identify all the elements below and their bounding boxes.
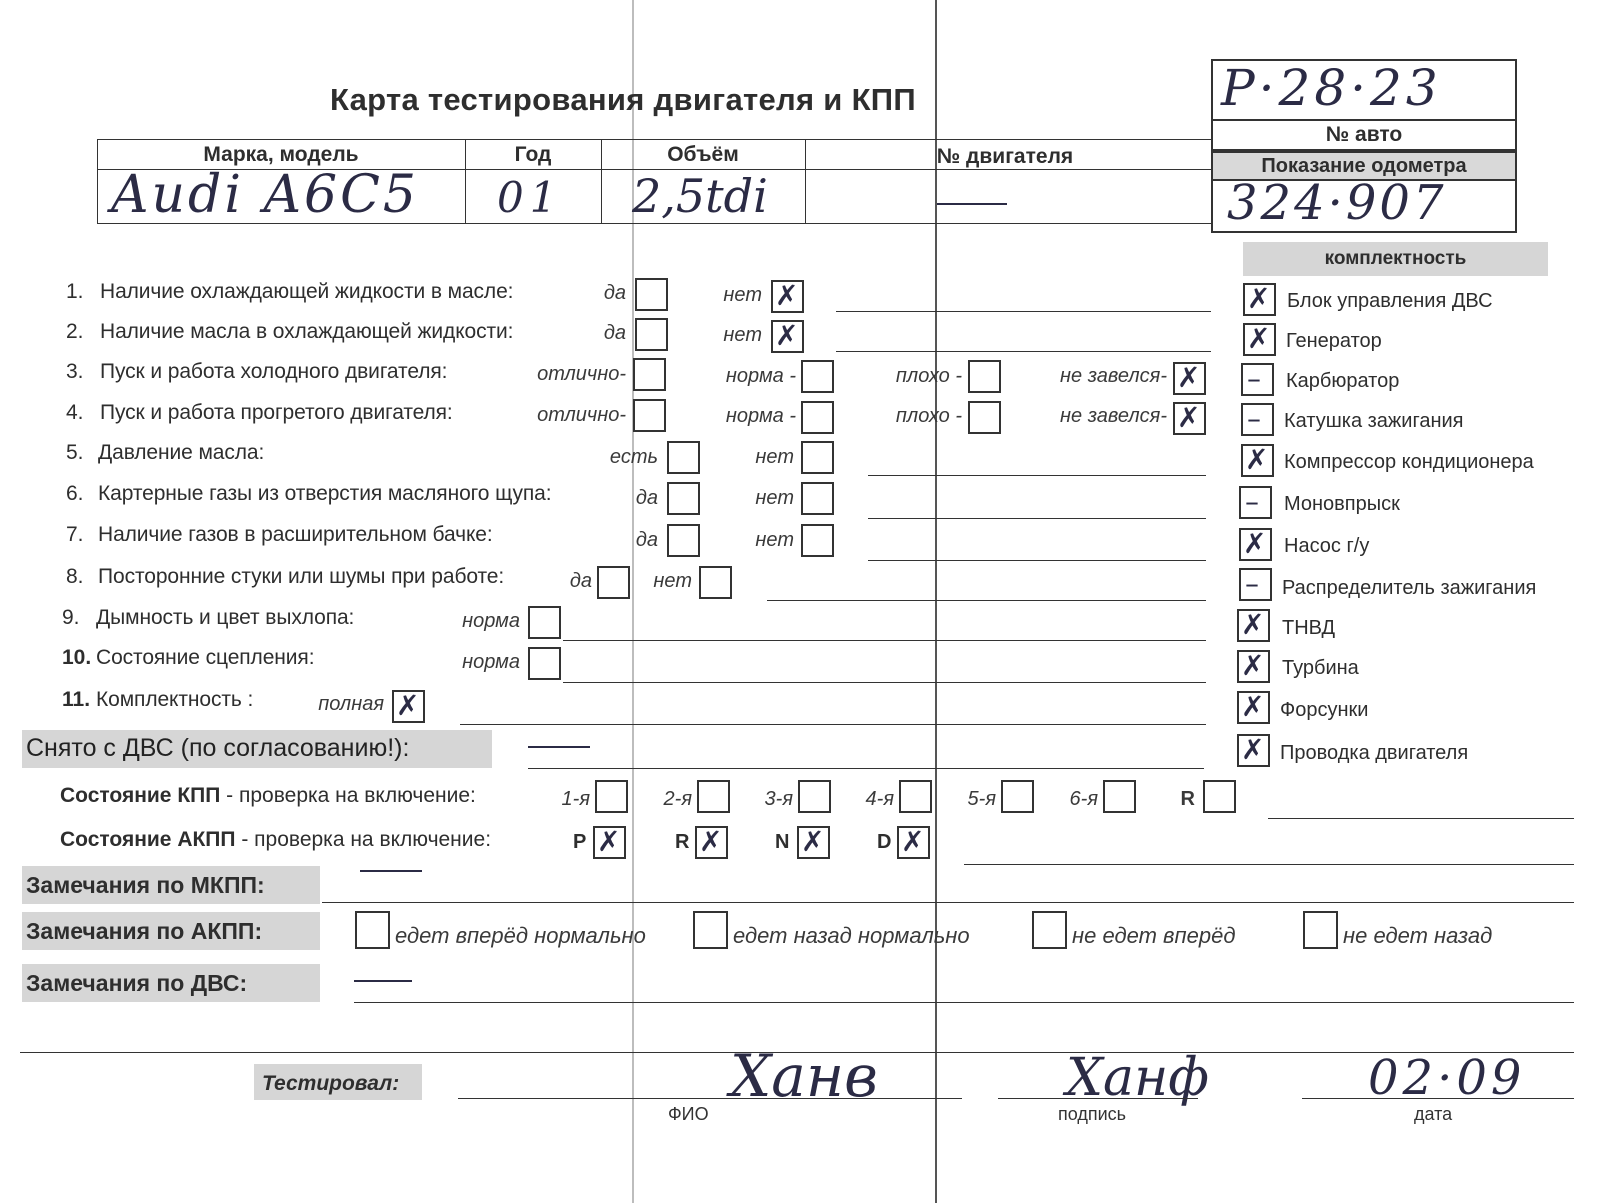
q11-number: 11. bbox=[62, 688, 91, 711]
plate-label: № авто bbox=[1325, 123, 1403, 146]
q6-yes-box[interactable] bbox=[667, 482, 700, 515]
q3-text: Пуск и работа холодного двигателя: bbox=[100, 360, 448, 383]
cmp-tnvd-box[interactable]: ✗ bbox=[1237, 609, 1270, 642]
kpp-label bbox=[60, 784, 476, 808]
cmp-generator-box[interactable]: ✗ bbox=[1243, 323, 1276, 356]
q9-text: Дымность и цвет выхлопа: bbox=[96, 606, 355, 629]
kpp-gear-r-box[interactable] bbox=[1203, 780, 1236, 813]
remarks-dvs-line bbox=[354, 1002, 1574, 1003]
cmp-turbo-box[interactable]: ✗ bbox=[1237, 650, 1270, 683]
kpp-gear-6: 6-я bbox=[1069, 788, 1098, 810]
kpp-line bbox=[1268, 818, 1574, 819]
q2-opt-no: нет bbox=[723, 324, 762, 346]
akpp-label-bold: Состояние АКПП bbox=[60, 828, 236, 851]
q6-line bbox=[868, 518, 1206, 519]
q5-text: Давление масла: bbox=[98, 441, 265, 464]
cmp-turbo-label: Турбина bbox=[1282, 657, 1359, 679]
q6-number: 6. bbox=[66, 482, 84, 505]
akpp-line bbox=[964, 864, 1574, 865]
q8-opt-yes: да bbox=[569, 570, 592, 592]
q9-line bbox=[563, 640, 1206, 641]
q7-opt-yes: да bbox=[635, 529, 658, 551]
akpp-forward-ok-box[interactable] bbox=[355, 911, 390, 949]
engine-dash bbox=[937, 203, 1007, 205]
cmp-coil-box[interactable]: – bbox=[1241, 403, 1274, 436]
cmp-distributor-box[interactable]: – bbox=[1239, 568, 1272, 601]
kpp-label-bold: Состояние КПП bbox=[60, 784, 221, 807]
q1-opt-no: нет bbox=[723, 284, 762, 306]
kpp-gear-r: R bbox=[1180, 788, 1195, 810]
kpp-gear-3-box[interactable] bbox=[798, 780, 831, 813]
q11-line bbox=[460, 724, 1206, 725]
q2-yes-box[interactable] bbox=[635, 318, 668, 351]
akpp-forward-ok-label: едет вперёд нормально bbox=[395, 923, 646, 948]
akpp-label-rest: - проверка на включение: bbox=[235, 828, 492, 851]
q10-opt-normal: норма bbox=[462, 651, 520, 673]
q10-text: Состояние сцепления: bbox=[96, 646, 315, 669]
odometer-label: Показание одометра bbox=[1261, 155, 1467, 177]
q2-opt-yes: да bbox=[603, 322, 626, 344]
kpp-gear-1: 1-я bbox=[561, 788, 590, 810]
cmp-ac-compressor-label: Компрессор кондиционера bbox=[1284, 451, 1534, 473]
removed-label: Снято с ДВС (по согласованию!): bbox=[26, 734, 410, 762]
akpp-mode-d: D bbox=[877, 831, 892, 853]
akpp-no-back-box[interactable] bbox=[1303, 911, 1338, 949]
odometer-handwritten: 324·907 bbox=[1227, 175, 1447, 231]
kpp-gear-1-box[interactable] bbox=[595, 780, 628, 813]
completeness-heading: комплектность bbox=[1324, 248, 1467, 269]
q4-text: Пуск и работа прогретого двигателя: bbox=[100, 401, 453, 424]
q5-number: 5. bbox=[66, 441, 84, 464]
plate-handwritten: P·28·23 bbox=[1221, 59, 1442, 117]
q10-number: 10. bbox=[62, 646, 92, 669]
q5-opt-no: нет bbox=[755, 446, 794, 468]
q4-excellent-box[interactable] bbox=[633, 399, 666, 432]
q10-line bbox=[563, 682, 1206, 683]
kpp-gear-5-box[interactable] bbox=[1001, 780, 1034, 813]
cmp-carburetor-label: Карбюратор bbox=[1286, 370, 1400, 392]
q3-opt-nostart: не завелся- bbox=[1060, 365, 1167, 387]
cmp-ac-compressor-box[interactable]: ✗ bbox=[1241, 444, 1274, 477]
cmp-carburetor-box[interactable]: – bbox=[1241, 363, 1274, 396]
q11-full-box[interactable]: ✗ bbox=[392, 690, 425, 723]
col-engine: № двигателя bbox=[936, 145, 1074, 168]
akpp-mode-r: R bbox=[675, 831, 690, 853]
q9-opt-normal: норма bbox=[462, 610, 520, 632]
q8-number: 8. bbox=[66, 565, 84, 588]
odometer-value-cell bbox=[1211, 175, 1517, 233]
kpp-gear-3: 3-я bbox=[764, 788, 793, 810]
akpp-mode-n: N bbox=[775, 831, 790, 853]
volume-handwritten: 2,5tdi bbox=[632, 169, 768, 223]
akpp-mode-p-box[interactable]: ✗ bbox=[593, 826, 626, 859]
akpp-no-back-label: не едет назад bbox=[1343, 923, 1493, 948]
q2-text: Наличие масла в охлаждающей жидкости: bbox=[100, 320, 514, 343]
plate-box bbox=[1211, 59, 1517, 121]
akpp-no-forward-label: не едет вперёд bbox=[1072, 923, 1236, 948]
q8-no-box[interactable] bbox=[699, 566, 732, 599]
kpp-gear-6-box[interactable] bbox=[1103, 780, 1136, 813]
cmp-ps-pump-label: Насос г/у bbox=[1284, 535, 1370, 557]
header-table bbox=[97, 139, 1211, 224]
remarks-mkpp-line bbox=[322, 902, 1574, 903]
kpp-gear-2: 2-я bbox=[663, 788, 692, 810]
remarks-akpp-label: Замечания по АКПП: bbox=[26, 918, 263, 944]
col-make: Марка, модель bbox=[203, 143, 359, 166]
q8-text: Посторонние стуки или шумы при работе: bbox=[98, 565, 505, 588]
q1-text: Наличие охлаждающей жидкости в масле: bbox=[100, 280, 514, 303]
q6-opt-yes: да bbox=[635, 487, 658, 509]
q2-line bbox=[836, 351, 1211, 352]
q6-text: Картерные газы из отверстия масляного щупа: bbox=[98, 482, 552, 505]
col-year: Год bbox=[514, 143, 552, 166]
q5-no-box[interactable] bbox=[801, 441, 834, 474]
cmp-ps-pump-box[interactable]: ✗ bbox=[1239, 528, 1272, 561]
q1-yes-box[interactable] bbox=[635, 278, 668, 311]
fio-line bbox=[458, 1098, 962, 1099]
q1-no-box[interactable]: ✗ bbox=[771, 280, 804, 313]
q4-bad-box[interactable] bbox=[968, 401, 1001, 434]
q4-nostart-box[interactable]: ✗ bbox=[1173, 402, 1206, 435]
kpp-gear-5: 5-я bbox=[967, 788, 996, 810]
q8-line bbox=[767, 600, 1206, 601]
q3-opt-bad: плохо - bbox=[895, 365, 962, 387]
signature-line bbox=[998, 1098, 1198, 1099]
cmp-injectors-label: Форсунки bbox=[1280, 699, 1369, 721]
cmp-tnvd-label: ТНВД bbox=[1282, 617, 1336, 639]
q9-number: 9. bbox=[62, 606, 80, 629]
cmp-monoinjection-label: Моновпрыск bbox=[1284, 493, 1400, 515]
q10-normal-box[interactable] bbox=[528, 647, 561, 680]
q6-no-box[interactable] bbox=[801, 482, 834, 515]
fio-caption: ФИО bbox=[668, 1104, 709, 1124]
q4-normal-box[interactable] bbox=[801, 401, 834, 434]
q8-opt-no: нет bbox=[653, 570, 692, 592]
q2-no-box[interactable]: ✗ bbox=[771, 320, 804, 353]
q3-opt-excellent: отлично- bbox=[537, 363, 626, 385]
date-handwritten: 02·09 bbox=[1368, 1050, 1526, 1106]
q11-opt-full: полная bbox=[318, 693, 384, 715]
q11-text: Комплектность : bbox=[96, 688, 254, 711]
tester-name-handwritten: Ханв bbox=[730, 1042, 878, 1110]
q4-opt-excellent: отлично- bbox=[537, 404, 626, 426]
akpp-back-ok-label: едет назад нормально bbox=[733, 923, 970, 948]
cmp-coil-label: Катушка зажигания bbox=[1284, 410, 1464, 432]
cmp-injectors-box[interactable]: ✗ bbox=[1237, 691, 1270, 724]
make-handwritten: Audi A6C5 bbox=[111, 165, 419, 225]
q1-line bbox=[836, 311, 1211, 312]
remarks-mkpp-dash bbox=[360, 870, 422, 872]
q4-opt-bad: плохо - bbox=[895, 405, 962, 427]
removed-line bbox=[528, 768, 1204, 769]
akpp-no-forward-box[interactable] bbox=[1032, 911, 1067, 949]
q8-yes-box[interactable] bbox=[597, 566, 630, 599]
cmp-wiring-label: Проводка двигателя bbox=[1280, 742, 1469, 764]
remarks-dvs-label: Замечания по ДВС: bbox=[26, 970, 248, 996]
akpp-mode-d-box[interactable]: ✗ bbox=[897, 826, 930, 859]
signature-handwritten: Ханф bbox=[1066, 1048, 1209, 1108]
kpp-gear-4-box[interactable] bbox=[899, 780, 932, 813]
q3-normal-box[interactable] bbox=[801, 360, 834, 393]
date-line bbox=[1302, 1098, 1574, 1099]
q4-number: 4. bbox=[66, 401, 84, 424]
col-volume: Объём bbox=[667, 143, 739, 166]
kpp-label-rest: - проверка на включение: bbox=[220, 784, 476, 807]
q5-line bbox=[868, 475, 1206, 476]
akpp-mode-p: P bbox=[573, 831, 587, 853]
q7-line bbox=[868, 560, 1206, 561]
removed-dash bbox=[528, 746, 590, 748]
q4-opt-normal: норма - bbox=[725, 405, 796, 427]
akpp-mode-r-box[interactable]: ✗ bbox=[695, 826, 728, 859]
q1-number: 1. bbox=[66, 280, 84, 303]
q7-text: Наличие газов в расширительном бачке: bbox=[98, 523, 493, 546]
kpp-gear-2-box[interactable] bbox=[697, 780, 730, 813]
q7-number: 7. bbox=[66, 523, 84, 546]
q4-opt-nostart: не завелся- bbox=[1060, 405, 1167, 427]
q3-excellent-box[interactable] bbox=[633, 358, 666, 391]
q5-opt-yes: есть bbox=[609, 446, 658, 468]
cmp-distributor-label: Распределитель зажигания bbox=[1282, 577, 1537, 599]
q7-yes-box[interactable] bbox=[667, 524, 700, 557]
date-caption: дата bbox=[1414, 1104, 1453, 1124]
q9-normal-box[interactable] bbox=[528, 606, 561, 639]
akpp-back-ok-box[interactable] bbox=[693, 911, 728, 949]
form-title: Карта тестирования двигателя и КПП bbox=[330, 82, 916, 117]
remarks-dvs-dash bbox=[354, 980, 412, 982]
q1-opt-yes: да bbox=[603, 282, 626, 304]
cmp-ecu-box[interactable]: ✗ bbox=[1243, 283, 1276, 316]
q3-nostart-box[interactable]: ✗ bbox=[1173, 362, 1206, 395]
q7-no-box[interactable] bbox=[801, 524, 834, 557]
cmp-wiring-box[interactable]: ✗ bbox=[1237, 734, 1270, 767]
year-handwritten: 01 bbox=[497, 173, 563, 222]
q3-opt-normal: норма - bbox=[725, 365, 796, 387]
tested-by-label: Тестировал: bbox=[262, 1072, 400, 1095]
q3-bad-box[interactable] bbox=[968, 360, 1001, 393]
q5-yes-box[interactable] bbox=[667, 441, 700, 474]
q2-number: 2. bbox=[66, 320, 84, 343]
cmp-monoinjection-box[interactable]: – bbox=[1239, 486, 1272, 519]
akpp-mode-n-box[interactable]: ✗ bbox=[797, 826, 830, 859]
kpp-gear-4: 4-я bbox=[865, 788, 894, 810]
q7-opt-no: нет bbox=[755, 529, 794, 551]
q3-number: 3. bbox=[66, 360, 84, 383]
plate-label-cell bbox=[1211, 121, 1517, 151]
cmp-ecu-label: Блок управления ДВС bbox=[1287, 290, 1493, 312]
signature-caption: подпись bbox=[1058, 1104, 1127, 1124]
remarks-mkpp-label: Замечания по МКПП: bbox=[26, 872, 265, 898]
cmp-generator-label: Генератор bbox=[1286, 330, 1382, 352]
akpp-label bbox=[60, 828, 491, 852]
q6-opt-no: нет bbox=[755, 487, 794, 509]
